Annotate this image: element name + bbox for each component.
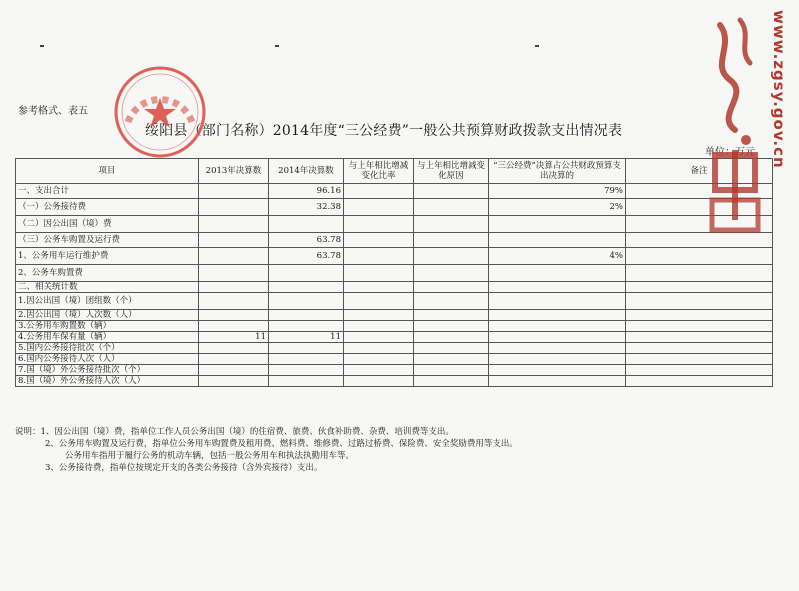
cell-remark bbox=[626, 376, 773, 387]
scan-mark bbox=[275, 45, 279, 47]
cell-2013 bbox=[199, 216, 269, 233]
cell-share bbox=[489, 265, 626, 282]
table-row bbox=[16, 265, 773, 282]
table-row bbox=[16, 332, 773, 343]
cell-item: 1、公务用车运行维护费 bbox=[16, 248, 199, 265]
table-row bbox=[16, 293, 773, 310]
cell-item: 6.国内公务接待人次（人） bbox=[16, 354, 199, 365]
document-title: 绥阳县（部门名称）2014年度“三公经费”一般公共预算财政拨款支出情况表 bbox=[145, 123, 623, 139]
table-row bbox=[16, 233, 773, 248]
cell-2014 bbox=[269, 365, 344, 376]
header-change-ratio: 与上年相比增减变化比率 bbox=[344, 159, 414, 184]
cell-item: 2、公务车购置费 bbox=[16, 265, 199, 282]
cell-2014 bbox=[269, 354, 344, 365]
cell-remark bbox=[626, 310, 773, 321]
cell-remark bbox=[626, 354, 773, 365]
cell-2014 bbox=[269, 293, 344, 310]
cell-2014 bbox=[269, 376, 344, 387]
cell-2014 bbox=[269, 216, 344, 233]
cell-item: 2.因公出国（境）人次数（人） bbox=[16, 310, 199, 321]
cell-item: （二）因公出国（境）费 bbox=[16, 216, 199, 233]
cell-2013 bbox=[199, 310, 269, 321]
cell-share bbox=[489, 310, 626, 321]
cell-change-reason bbox=[414, 310, 489, 321]
cell-2014 bbox=[269, 265, 344, 282]
cell-item: 二、相关统计数 bbox=[16, 282, 199, 293]
cell-share: 4% bbox=[489, 248, 626, 265]
cell-2013 bbox=[199, 248, 269, 265]
cell-change-ratio bbox=[344, 310, 414, 321]
cell-item: （一）公务接待费 bbox=[16, 199, 199, 216]
three-public-expenses-table bbox=[15, 158, 773, 387]
cell-change-reason bbox=[414, 199, 489, 216]
cell-change-ratio bbox=[344, 248, 414, 265]
cell-2013 bbox=[199, 321, 269, 332]
cell-2014 bbox=[269, 282, 344, 293]
cell-change-ratio bbox=[344, 365, 414, 376]
header-2013: 2013年决算数 bbox=[199, 159, 269, 184]
reference-format-label: 参考格式、表五 bbox=[18, 106, 88, 117]
cell-share bbox=[489, 332, 626, 343]
cell-share bbox=[489, 343, 626, 354]
table-row bbox=[16, 184, 773, 199]
cell-change-ratio bbox=[344, 216, 414, 233]
cell-2013 bbox=[199, 265, 269, 282]
cell-item: 一、支出合计 bbox=[16, 184, 199, 199]
table-row bbox=[16, 354, 773, 365]
cell-change-ratio bbox=[344, 321, 414, 332]
cell-2013 bbox=[199, 184, 269, 199]
cell-change-reason bbox=[414, 184, 489, 199]
cell-change-ratio bbox=[344, 354, 414, 365]
cell-2013 bbox=[199, 376, 269, 387]
header-remark: 备注 bbox=[626, 159, 773, 184]
watermark-url: www.zgsy.gov.cn bbox=[770, 10, 788, 169]
cell-2014 bbox=[269, 321, 344, 332]
scan-mark bbox=[40, 45, 44, 47]
cell-item: 7.国（境）外公务接待批次（个） bbox=[16, 365, 199, 376]
header-2014: 2014年决算数 bbox=[269, 159, 344, 184]
table-row bbox=[16, 248, 773, 265]
cell-2014: 11 bbox=[269, 332, 344, 343]
cell-share bbox=[489, 354, 626, 365]
header-share: “三公经费”决算占公共财政预算支出决算的 bbox=[489, 159, 626, 184]
official-seal-icon bbox=[110, 62, 210, 162]
header-change-reason: 与上年相比增减变化原因 bbox=[414, 159, 489, 184]
cell-item: 8.国（境）外公务接待人次（人） bbox=[16, 376, 199, 387]
cell-2014 bbox=[269, 310, 344, 321]
cell-change-reason bbox=[414, 343, 489, 354]
cell-2013 bbox=[199, 282, 269, 293]
cell-remark bbox=[626, 332, 773, 343]
cell-remark bbox=[626, 248, 773, 265]
cell-2014 bbox=[269, 343, 344, 354]
cell-remark bbox=[626, 265, 773, 282]
cell-share: 79% bbox=[489, 184, 626, 199]
cell-2013 bbox=[199, 233, 269, 248]
cell-item: 5.国内公务接待批次（个） bbox=[16, 343, 199, 354]
scan-mark bbox=[535, 45, 539, 47]
cell-change-ratio bbox=[344, 332, 414, 343]
cell-change-ratio bbox=[344, 199, 414, 216]
cell-share: 2% bbox=[489, 199, 626, 216]
cell-change-reason bbox=[414, 233, 489, 248]
unit-label: 单位：万元 bbox=[705, 147, 755, 158]
header-item: 项目 bbox=[16, 159, 199, 184]
cell-share bbox=[489, 365, 626, 376]
cell-2014: 32.38 bbox=[269, 199, 344, 216]
table-row bbox=[16, 376, 773, 387]
cell-share bbox=[489, 282, 626, 293]
cell-change-reason bbox=[414, 265, 489, 282]
cell-remark bbox=[626, 343, 773, 354]
header-row bbox=[16, 159, 773, 184]
cell-remark bbox=[626, 293, 773, 310]
cell-2014: 96.16 bbox=[269, 184, 344, 199]
cell-change-reason bbox=[414, 216, 489, 233]
cell-change-reason bbox=[414, 321, 489, 332]
cell-share bbox=[489, 376, 626, 387]
cell-change-reason bbox=[414, 354, 489, 365]
table-row bbox=[16, 321, 773, 332]
table-row bbox=[16, 199, 773, 216]
note-1: 说明：1、因公出国（境）费，指单位工作人员公务出国（境）的住宿费、旅费、伙食补助费、杂费、培训费等支出。 bbox=[15, 427, 454, 437]
cell-item: 1.因公出国（境）团组数（个） bbox=[16, 293, 199, 310]
table-row bbox=[16, 310, 773, 321]
cell-remark bbox=[626, 321, 773, 332]
notes bbox=[15, 426, 518, 474]
cell-change-ratio bbox=[344, 343, 414, 354]
cell-change-reason bbox=[414, 282, 489, 293]
cell-change-reason bbox=[414, 332, 489, 343]
cell-remark bbox=[626, 282, 773, 293]
cell-share bbox=[489, 216, 626, 233]
cell-item: 3.公务用车购置数（辆） bbox=[16, 321, 199, 332]
cell-change-ratio bbox=[344, 293, 414, 310]
note-2: 2、公务用车购置及运行费，指单位公务用车购置费及租用费、燃料费、维修费、过路过桥费、保险费、安全奖励费用等支出。 bbox=[45, 439, 518, 449]
cell-change-reason bbox=[414, 376, 489, 387]
table-row bbox=[16, 365, 773, 376]
cell-change-reason bbox=[414, 248, 489, 265]
cell-change-reason bbox=[414, 293, 489, 310]
cell-share bbox=[489, 293, 626, 310]
cell-change-ratio bbox=[344, 265, 414, 282]
cell-2014: 63.78 bbox=[269, 233, 344, 248]
cell-2013 bbox=[199, 293, 269, 310]
table-row bbox=[16, 216, 773, 233]
cell-remark bbox=[626, 365, 773, 376]
cell-2014: 63.78 bbox=[269, 248, 344, 265]
cell-2013: 11 bbox=[199, 332, 269, 343]
note-2-cont: 公务用车指用于履行公务的机动车辆，包括一般公务用车和执法执勤用车等。 bbox=[65, 451, 355, 461]
table-row bbox=[16, 282, 773, 293]
cell-2013 bbox=[199, 199, 269, 216]
table-row bbox=[16, 343, 773, 354]
cell-change-ratio bbox=[344, 233, 414, 248]
cell-change-ratio bbox=[344, 282, 414, 293]
cell-change-ratio bbox=[344, 184, 414, 199]
cell-change-reason bbox=[414, 365, 489, 376]
cell-2013 bbox=[199, 354, 269, 365]
cell-change-ratio bbox=[344, 376, 414, 387]
cell-item: （三）公务车购置及运行费 bbox=[16, 233, 199, 248]
cell-share bbox=[489, 233, 626, 248]
cell-share bbox=[489, 321, 626, 332]
cell-item: 4.公务用车保有量（辆） bbox=[16, 332, 199, 343]
note-3: 3、公务接待费，指单位按规定开支的各类公务接待（含外宾接待）支出。 bbox=[45, 463, 323, 473]
cell-2013 bbox=[199, 343, 269, 354]
cell-2013 bbox=[199, 365, 269, 376]
